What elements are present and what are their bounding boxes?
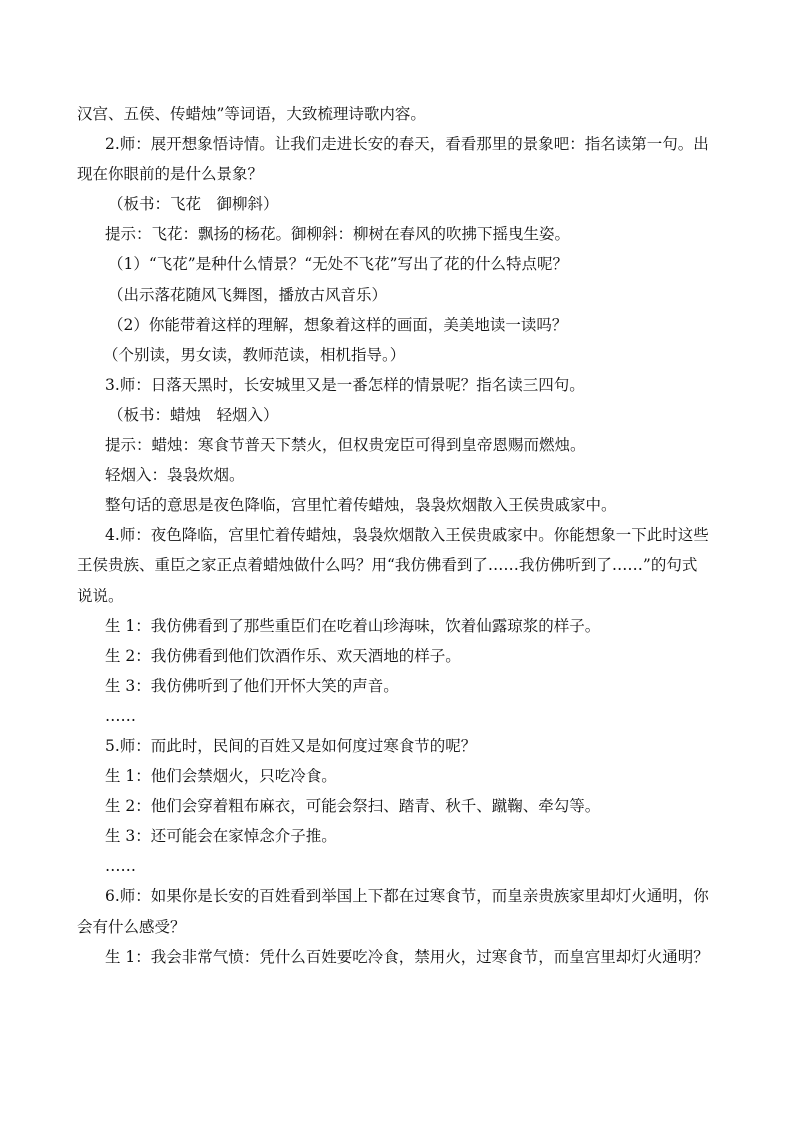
text-line-27: 6.师：如果你是长安的百姓看到举国上下都在过寒食节，而皇亲贵族家里却灯火通明，你 xyxy=(105,887,709,906)
text-line-22: 5.师：而此时，民间的百姓又是如何度过寒食节的呢？ xyxy=(105,736,477,755)
text-line-1: 汉宫、五侯、传蜡烛”等词语，大致梳理诗歌内容。 xyxy=(77,105,426,123)
text-line-17: 说说。 xyxy=(77,586,124,605)
text-line-6: （1）“飞花”是种什么情景？“无处不飞花”写出了花的什么特点呢？ xyxy=(108,255,569,274)
text-line-9: （个别读，男女读，教师范读，相机指导。） xyxy=(103,345,406,364)
text-line-4: （板书：飞花 御柳斜） xyxy=(108,195,279,214)
text-line-11: （板书：蜡烛 轻烟入） xyxy=(108,405,279,424)
text-line-20: 生 3：我仿佛听到了他们开怀大笑的声音。 xyxy=(105,676,399,695)
text-line-3: 现在你眼前的是什么景象？ xyxy=(77,165,264,184)
text-line-19: 生 2：我仿佛看到他们饮酒作乐、欢天酒地的样子。 xyxy=(105,646,461,665)
text-line-18: 生 1：我仿佛看到了那些重臣们在吃着山珍海味，饮着仙露琼浆的样子。 xyxy=(105,616,601,635)
text-line-14: 整句话的意思是夜色降临，宫里忙着传蜡烛，袅袅炊烟散入王侯贵戚家中。 xyxy=(105,496,617,515)
text-line-28: 会有什么感受？ xyxy=(77,917,186,936)
text-line-12: 提示：蜡烛：寒食节普天下禁火，但权贵宠臣可得到皇帝恩赐而燃烛。 xyxy=(105,436,586,455)
text-line-21: …… xyxy=(105,706,136,725)
text-line-7: （出示落花随风飞舞图，播放古风音乐） xyxy=(108,285,388,304)
text-line-8: （2）你能带着这样的理解，想象着这样的画面，美美地读一读吗？ xyxy=(108,315,568,334)
text-line-15: 4.师：夜色降临，宫里忙着传蜡烛，袅袅炊烟散入王侯贵戚家中。你能想象一下此时这些 xyxy=(105,526,709,545)
text-line-16: 王侯贵族、重臣之家正点着蜡烛做什么吗？用“我仿佛看到了……我仿佛听到了……”的句式 xyxy=(77,556,698,575)
text-line-13: 轻烟入：袅袅炊烟。 xyxy=(105,466,245,485)
text-line-10: 3.师：日落天黑时，长安城里又是一番怎样的情景呢？指名读三四句。 xyxy=(105,375,585,394)
text-line-25: 生 3：还可能会在家悼念介子推。 xyxy=(105,827,337,846)
text-line-24: 生 2：他们会穿着粗布麻衣，可能会祭扫、踏青、秋千、蹴鞠、牵勾等。 xyxy=(105,797,601,816)
text-line-2: 2.师：展开想象悟诗情。让我们走进长安的春天，看看那里的景象吧：指名读第一句。出 xyxy=(105,135,709,154)
text-line-23: 生 1：他们会禁烟火，只吃冷食。 xyxy=(105,767,337,786)
text-line-29: 生 1：我会非常气愤：凭什么百姓要吃冷食，禁用火，过寒食节，而皇宫里却灯火通明？ xyxy=(105,947,709,966)
text-line-26: …… xyxy=(105,857,136,876)
text-line-5: 提示：飞花：飘扬的杨花。御柳斜：柳树在春风的吹拂下摇曳生姿。 xyxy=(105,225,571,244)
